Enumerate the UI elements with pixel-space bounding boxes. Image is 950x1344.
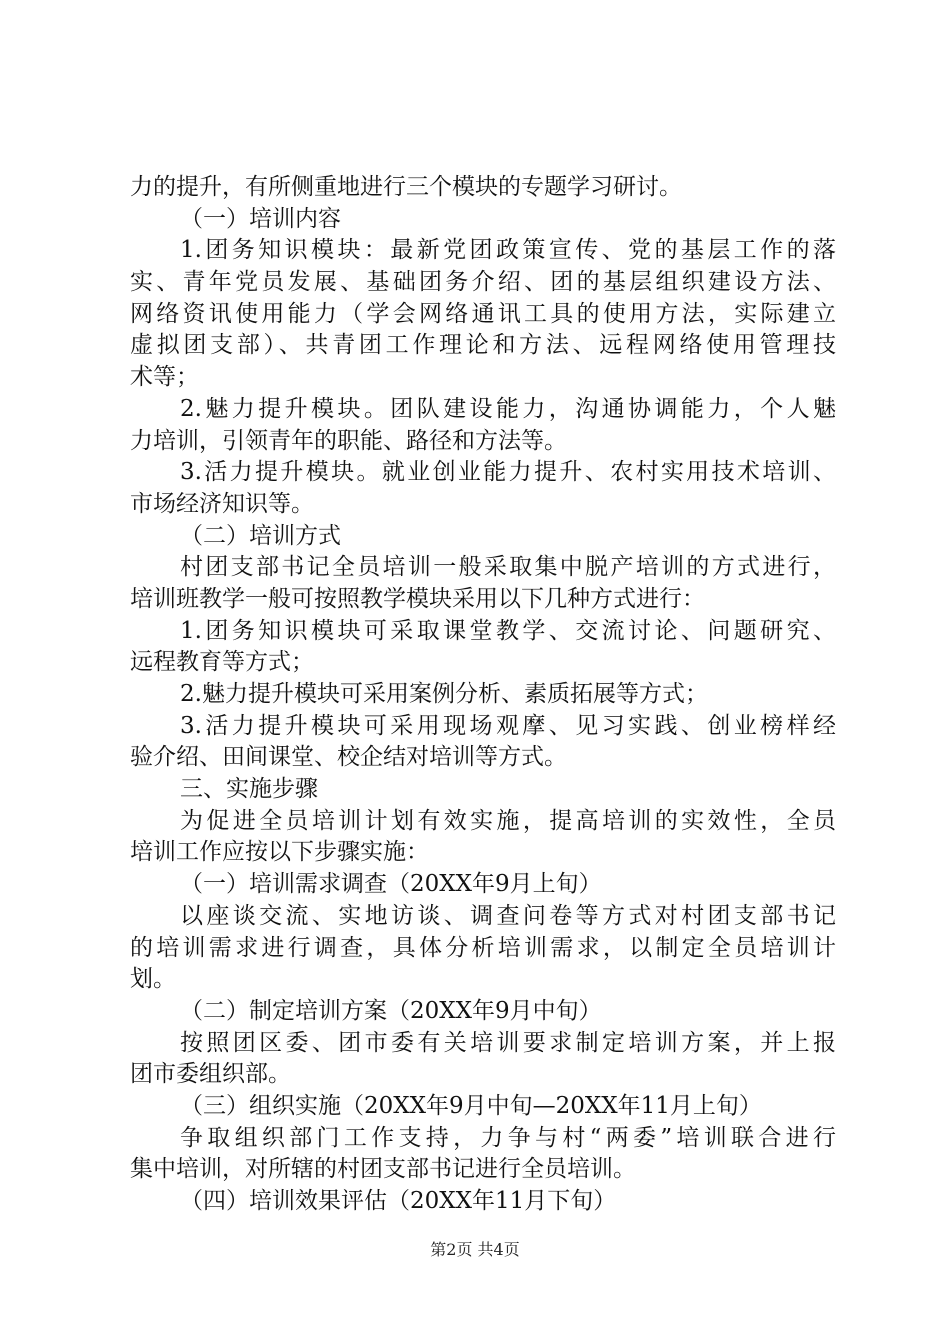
document-body (130, 172, 836, 1218)
text-line: 1.团务知识模块：最新党团政策宣传、党的基层工作的落 (180, 237, 836, 264)
text-line: （三）组织实施（20XX年9月中旬—20XX年11月上旬） (180, 1092, 762, 1119)
text-line: （一）培训需求调查（20XX年9月上旬） (180, 871, 602, 898)
text-line: 按照团区委、团市委有关培训要求制定培训方案，并上报 (180, 1029, 836, 1056)
text-line: 争取组织部门工作支持，力争与村“两委”培训联合进行 (180, 1124, 836, 1151)
text-line: 为促进全员培训计划有效实施，提高培训的实效性，全员 (180, 807, 836, 834)
text-line: 1.团务知识模块可采取课堂教学、交流讨论、问题研究、 (180, 617, 836, 644)
text-line: 培训班教学一般可按照教学模块采用以下几种方式进行： (130, 585, 705, 612)
text-line: 验介绍、田间课堂、校企结对培训等方式。 (130, 744, 567, 771)
text-line: （二）培训方式 (180, 522, 341, 549)
text-line: 以座谈交流、实地访谈、调查问卷等方式对村团支部书记 (180, 902, 836, 929)
text-line: 2.魅力提升模块。团队建设能力，沟通协调能力，个人魅 (180, 395, 836, 422)
text-line: 术等； (130, 364, 199, 391)
text-line: 3.活力提升模块可采用现场观摩、见习实践、创业榜样经 (180, 712, 836, 739)
text-line: （二）制定培训方案（20XX年9月中旬） (180, 997, 602, 1024)
text-line: 集中培训，对所辖的村团支部书记进行全员培训。 (130, 1156, 636, 1183)
text-line: 远程教育等方式； (130, 649, 314, 676)
text-line: 培训工作应按以下步骤实施： (130, 839, 429, 866)
text-line: 的培训需求进行调查，具体分析培训需求，以制定全员培训计 (130, 934, 836, 961)
text-line: （一）培训内容 (180, 205, 341, 232)
text-line: 实、青年党员发展、基础团务介绍、团的基层组织建设方法、 (130, 269, 836, 296)
text-line: 村团支部书记全员培训一般采取集中脱产培训的方式进行， (180, 554, 836, 581)
text-line: 力培训，引领青年的职能、路径和方法等。 (130, 427, 567, 454)
text-line: 三、实施步骤 (180, 776, 318, 803)
page-footer: 第2页 共4页 (430, 1240, 520, 1259)
text-line: 力的提升，有所侧重地进行三个模块的专题学习研讨。 (130, 174, 682, 200)
text-line: 团市委组织部。 (130, 1061, 291, 1088)
text-line: （四）培训效果评估（20XX年11月下旬） (180, 1188, 617, 1214)
text-line: 市场经济知识等。 (130, 490, 314, 517)
text-line: 2.魅力提升模块可采用案例分析、素质拓展等方式； (180, 681, 708, 707)
text-line: 网络资讯使用能力（学会网络通讯工具的使用方法，实际建立 (130, 300, 836, 327)
text-line: 3.活力提升模块。就业创业能力提升、农村实用技术培训、 (180, 459, 836, 486)
text-line: 虚拟团支部）、共青团工作理论和方法、远程网络使用管理技 (130, 332, 836, 359)
text-line: 划。 (130, 966, 176, 993)
